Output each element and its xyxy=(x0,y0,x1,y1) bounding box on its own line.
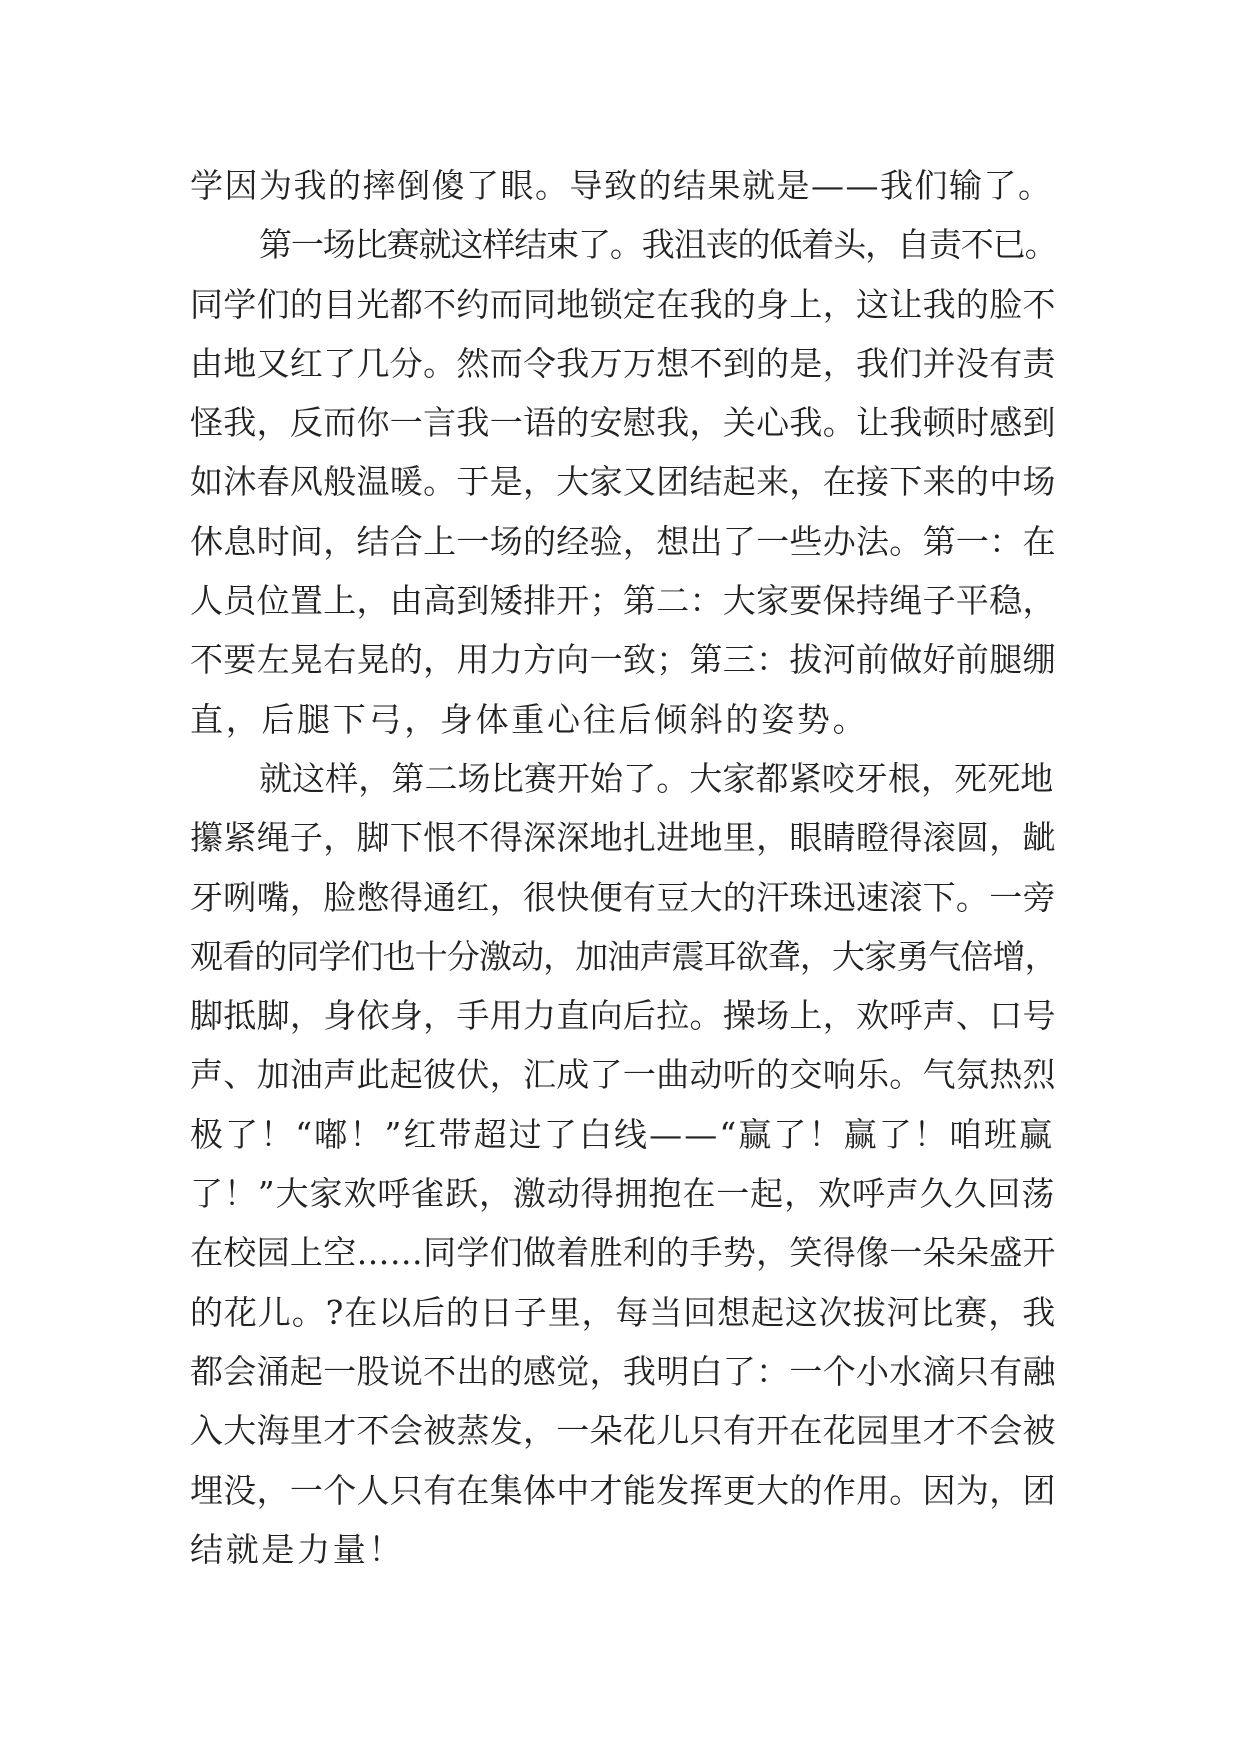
text-line: 埋没，一个人只有在集体中才能发挥更大的作用。因为，团 xyxy=(190,1470,1056,1510)
text-line: 都会涌起一股说不出的感觉，我明白了：一个小水滴只有融 xyxy=(190,1351,1056,1391)
text-line: 极了！“嘟！”红带超过了白线——“赢了！赢了！咱班赢 xyxy=(190,1114,1055,1154)
text-line: 人员位置上，由高到矮排开；第二：大家要保持绳子平稳， xyxy=(190,581,1056,621)
text-line: 声、加油声此起彼伏，汇成了一曲动听的交响乐。气氛热烈 xyxy=(190,1055,1056,1095)
text-line: 如沐春风般温暖。于是，大家又团结起来，在接下来的中场 xyxy=(190,462,1056,502)
text-line: 结就是力量！ xyxy=(190,1529,405,1569)
paragraph-first-line: 第一场比赛就这样结束了。我沮丧的低着头，自责不已。 xyxy=(259,225,1057,265)
text-line: 同学们的目光都不约而同地锁定在我的身上，这让我的脸不 xyxy=(190,284,1056,324)
paragraph-first-line: 就这样，第二场比赛开始了。大家都紧咬牙根，死死地 xyxy=(259,758,1054,798)
text-line: 的花儿。?在以后的日子里，每当回想起这次拔河比赛，我 xyxy=(190,1292,1057,1332)
text-line: 了！”大家欢呼雀跃，激动得拥抱在一起，欢呼声久久回荡 xyxy=(190,1174,1056,1214)
text-line: 怪我，反而你一言我一语的安慰我，关心我。让我顿时感到 xyxy=(190,403,1056,443)
essay-body xyxy=(190,156,1057,1579)
text-line: 由地又红了几分。然而令我万万想不到的是，我们并没有责 xyxy=(190,343,1056,383)
text-line: 入大海里才不会被蒸发，一朵花儿只有开在花园里才不会被 xyxy=(190,1411,1056,1451)
text-line: 牙咧嘴，脸憋得通红，很快便有豆大的汗珠迅速滚下。一旁 xyxy=(190,877,1056,917)
text-line: 攥紧绳子，脚下恨不得深深地扎进地里，眼睛瞪得滚圆，龇 xyxy=(190,818,1056,858)
text-line: 脚抵脚，身依身，手用力直向后拉。操场上，欢呼声、口号 xyxy=(190,996,1056,1036)
text-line: 休息时间，结合上一场的经验，想出了一些办法。第一：在 xyxy=(190,521,1056,561)
text-line: 观看的同学们也十分激动，加油声震耳欲聋，大家勇气倍增， xyxy=(190,936,1057,976)
text-line: 学因为我的摔倒傻了眼。导致的结果就是——我们输了。 xyxy=(190,166,1053,205)
text-line: 不要左晃右晃的，用力方向一致；第三：拔河前做好前腿绷 xyxy=(190,640,1056,680)
text-line: 直，后腿下弓，身体重心往后倾斜的姿势。 xyxy=(190,699,869,739)
text-line: 在校园上空……同学们做着胜利的手势，笑得像一朵朵盛开 xyxy=(190,1233,1056,1273)
